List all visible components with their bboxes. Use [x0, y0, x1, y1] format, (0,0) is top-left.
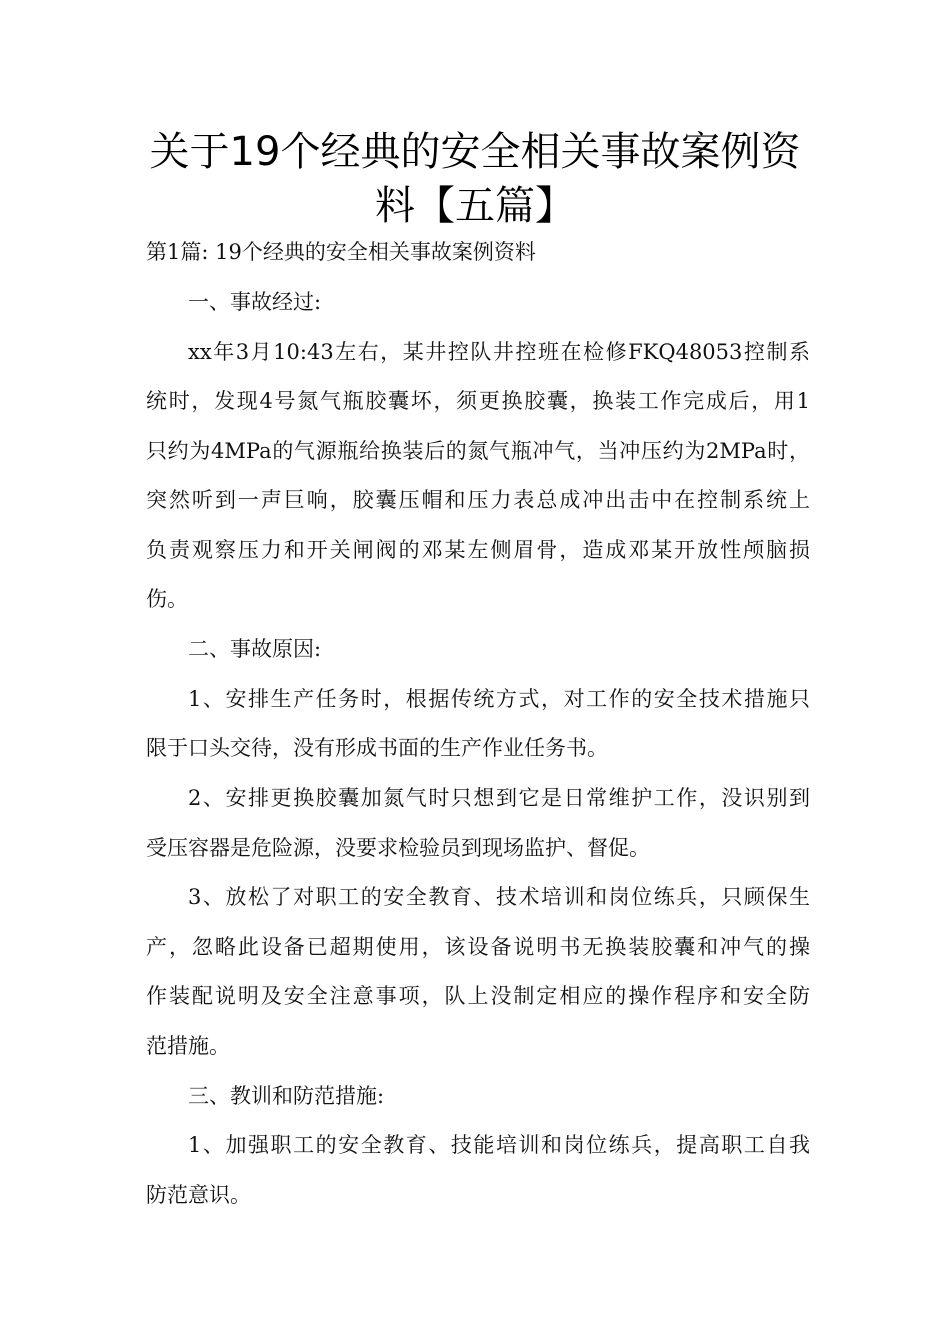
paragraph-line: 限于口头交待，没有形成书面的生产作业任务书。	[146, 736, 608, 760]
paragraph-line: 统时，发现4号氮气瓶胶囊坏，须更换胶囊，换装工作完成后，用1	[146, 389, 810, 413]
paragraph-line: 1、安排生产任务时，根据传统方式，对工作的安全技术措施只	[188, 687, 810, 711]
paragraph-line: 伤。	[146, 587, 188, 611]
heading-accident-cause: 二、事故原因:	[188, 637, 322, 661]
paragraph-line: 产，忽略此设备已超期使用，该设备说明书无换装胶囊和冲气的操	[146, 935, 810, 959]
paragraph-line: 防范意识。	[146, 1183, 251, 1207]
paragraph-line: 只约为4MPa的气源瓶给换装后的氮气瓶冲气，当冲压约为2MPa时，	[146, 439, 810, 463]
document-title-line-1: 关于19个经典的安全相关事故案例资	[149, 129, 801, 175]
paragraph-line: 1、加强职工的安全教育、技能培训和岗位练兵，提高职工自我	[188, 1133, 810, 1157]
document-title-line-2: 料【五篇】	[375, 183, 575, 229]
paragraph-line: 突然听到一声巨响，胶囊压帽和压力表总成冲出击中在控制系统上	[146, 488, 810, 512]
paragraph-line: 2、安排更换胶囊加氮气时只想到它是日常维护工作，没识别到	[188, 786, 810, 810]
paragraph-line: 范措施。	[146, 1034, 230, 1058]
paragraph-line: 作装配说明及安全注意事项，队上没制定相应的操作程序和安全防	[146, 984, 810, 1008]
section-heading: 第1篇: 19个经典的安全相关事故案例资料	[146, 240, 536, 264]
heading-accident-process: 一、事故经过:	[188, 290, 322, 314]
paragraph-line: 3、放松了对职工的安全教育、技术培训和岗位练兵，只顾保生	[188, 885, 810, 909]
paragraph-line: 受压容器是危险源，没要求检验员到现场监护、督促。	[146, 836, 650, 860]
heading-lessons-measures: 三、教训和防范措施:	[188, 1084, 385, 1108]
paragraph-line: 负责观察压力和开关闸阀的邓某左侧眉骨，造成邓某开放性颅脑损	[146, 538, 810, 562]
paragraph-line: xx年3月10:43左右，某井控队井控班在检修FKQ48053控制系	[188, 340, 810, 364]
